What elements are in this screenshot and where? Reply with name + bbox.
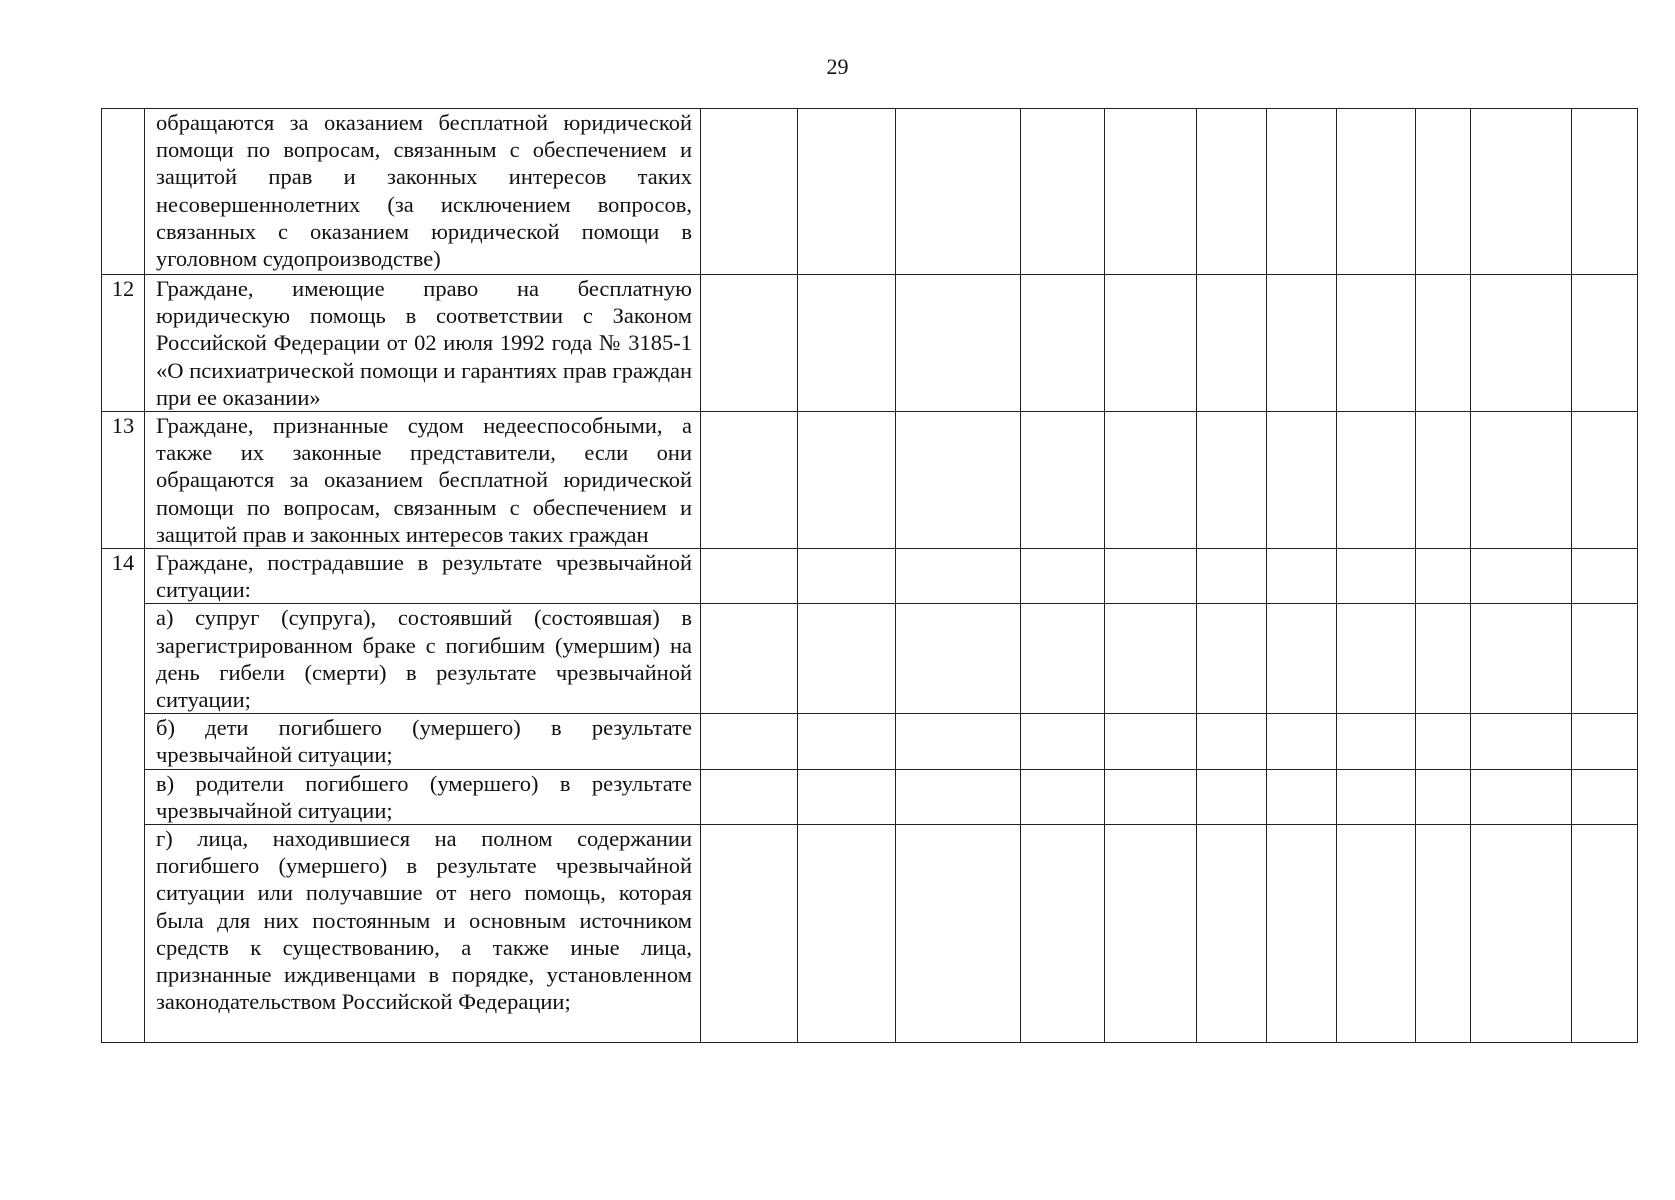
empty-cell (798, 825, 896, 1043)
empty-cell (1572, 825, 1638, 1043)
empty-cell (1471, 109, 1572, 275)
empty-cell (1267, 769, 1337, 824)
empty-cell (1267, 825, 1337, 1043)
row-text: а) супруг (супруга), состоявший (состоявшая) в зарегистрированном браке с погибшим (умершим) на день гибели (смерти) в результате чрезвычайной ситуации; (145, 604, 701, 714)
empty-cell (896, 825, 1021, 1043)
empty-cell (1572, 714, 1638, 769)
empty-cell (798, 412, 896, 549)
empty-cell (1021, 714, 1105, 769)
row-number (102, 109, 145, 275)
empty-cell (1337, 604, 1416, 714)
empty-cell (1021, 549, 1105, 604)
empty-cell (1197, 275, 1267, 412)
empty-cell (1197, 604, 1267, 714)
table-row (102, 275, 1638, 412)
empty-cell (1021, 412, 1105, 549)
empty-cell (701, 109, 798, 275)
empty-cell (1572, 769, 1638, 824)
empty-cell (1021, 109, 1105, 275)
empty-cell (896, 412, 1021, 549)
row-text: Граждане, имеющие право на бесплатную юридическую помощь в соответствии с Законом Российской Федерации от 02 июля 1992 года № 3185-1 «О психиатрической помощи и гарантиях прав граждан при ее оказании» (145, 275, 701, 412)
row-text: обращаются за оказанием бесплатной юридической помощи по вопросам, связанным с обеспечением и защитой прав и законных интересов таких несовершеннолетних (за исключением вопросов, связанных с оказанием юридической помощи в уголовном судопроизводстве) (145, 109, 701, 275)
empty-cell (1416, 714, 1471, 769)
empty-cell (896, 275, 1021, 412)
empty-cell (1267, 714, 1337, 769)
empty-cell (896, 109, 1021, 275)
table-row (102, 825, 1638, 1043)
empty-cell (1337, 825, 1416, 1043)
empty-cell (701, 604, 798, 714)
empty-cell (1197, 549, 1267, 604)
row-text: в) родители погибшего (умершего) в результате чрезвычайной ситуации; (145, 769, 701, 824)
empty-cell (1337, 109, 1416, 275)
empty-cell (701, 549, 798, 604)
empty-cell (1267, 275, 1337, 412)
empty-cell (896, 549, 1021, 604)
empty-cell (1337, 714, 1416, 769)
empty-cell (1267, 109, 1337, 275)
empty-cell (1416, 412, 1471, 549)
table-row (102, 714, 1638, 769)
empty-cell (1267, 604, 1337, 714)
empty-cell (1021, 275, 1105, 412)
table-row (102, 769, 1638, 824)
row-text: Граждане, признанные судом недееспособными, а также их законные представители, если они обращаются за оказанием бесплатной юридической помощи по вопросам, связанным с обеспечением и защитой прав и законных интересов таких граждан (145, 412, 701, 549)
empty-cell (701, 275, 798, 412)
empty-cell (896, 769, 1021, 824)
empty-cell (798, 109, 896, 275)
empty-cell (896, 604, 1021, 714)
empty-cell (798, 549, 896, 604)
empty-cell (1197, 714, 1267, 769)
empty-cell (1471, 825, 1572, 1043)
empty-cell (1471, 275, 1572, 412)
empty-cell (1572, 549, 1638, 604)
empty-cell (1471, 714, 1572, 769)
empty-cell (1416, 275, 1471, 412)
empty-cell (1337, 769, 1416, 824)
row-number: 14 (102, 549, 145, 1043)
empty-cell (1471, 604, 1572, 714)
empty-cell (896, 714, 1021, 769)
empty-cell (1572, 412, 1638, 549)
row-text: б) дети погибшего (умершего) в результате чрезвычайной ситуации; (145, 714, 701, 769)
table-row (102, 109, 1638, 275)
empty-cell (1416, 604, 1471, 714)
empty-cell (1572, 109, 1638, 275)
empty-cell (1105, 412, 1197, 549)
table-row (102, 412, 1638, 549)
empty-cell (1197, 769, 1267, 824)
empty-cell (1105, 549, 1197, 604)
empty-cell (1572, 275, 1638, 412)
empty-cell (1337, 549, 1416, 604)
empty-cell (1416, 769, 1471, 824)
empty-cell (1105, 275, 1197, 412)
empty-cell (1105, 604, 1197, 714)
empty-cell (1105, 714, 1197, 769)
empty-cell (701, 825, 798, 1043)
empty-cell (798, 604, 896, 714)
row-text: Граждане, пострадавшие в результате чрезвычайной ситуации: (145, 549, 701, 604)
empty-cell (798, 769, 896, 824)
empty-cell (1197, 412, 1267, 549)
empty-cell (1267, 412, 1337, 549)
empty-cell (1416, 109, 1471, 275)
empty-cell (1416, 549, 1471, 604)
empty-cell (1197, 825, 1267, 1043)
row-number: 12 (102, 275, 145, 412)
empty-cell (1416, 825, 1471, 1043)
beneficiary-table (101, 108, 1638, 1043)
table-row (102, 604, 1638, 714)
empty-cell (1471, 769, 1572, 824)
empty-cell (1105, 769, 1197, 824)
empty-cell (1572, 604, 1638, 714)
empty-cell (1021, 769, 1105, 824)
table-row (102, 549, 1638, 604)
empty-cell (701, 412, 798, 549)
empty-cell (1197, 109, 1267, 275)
page-number: 29 (826, 54, 849, 79)
empty-cell (1471, 412, 1572, 549)
empty-cell (1021, 604, 1105, 714)
empty-cell (1105, 825, 1197, 1043)
empty-cell (1471, 549, 1572, 604)
row-text: г) лица, находившиеся на полном содержании погибшего (умершего) в результате чрезвычайной ситуации или получавшие от него помощь, которая была для них постоянным и основным источником средств к существованию, а также иные лица, признанные иждивенцами в порядке, установленном законодательством Российской Федерации; (145, 825, 701, 1043)
empty-cell (1337, 412, 1416, 549)
empty-cell (1021, 825, 1105, 1043)
row-number: 13 (102, 412, 145, 549)
empty-cell (1105, 109, 1197, 275)
empty-cell (798, 714, 896, 769)
empty-cell (1337, 275, 1416, 412)
empty-cell (798, 275, 896, 412)
empty-cell (701, 714, 798, 769)
empty-cell (1267, 549, 1337, 604)
empty-cell (701, 769, 798, 824)
